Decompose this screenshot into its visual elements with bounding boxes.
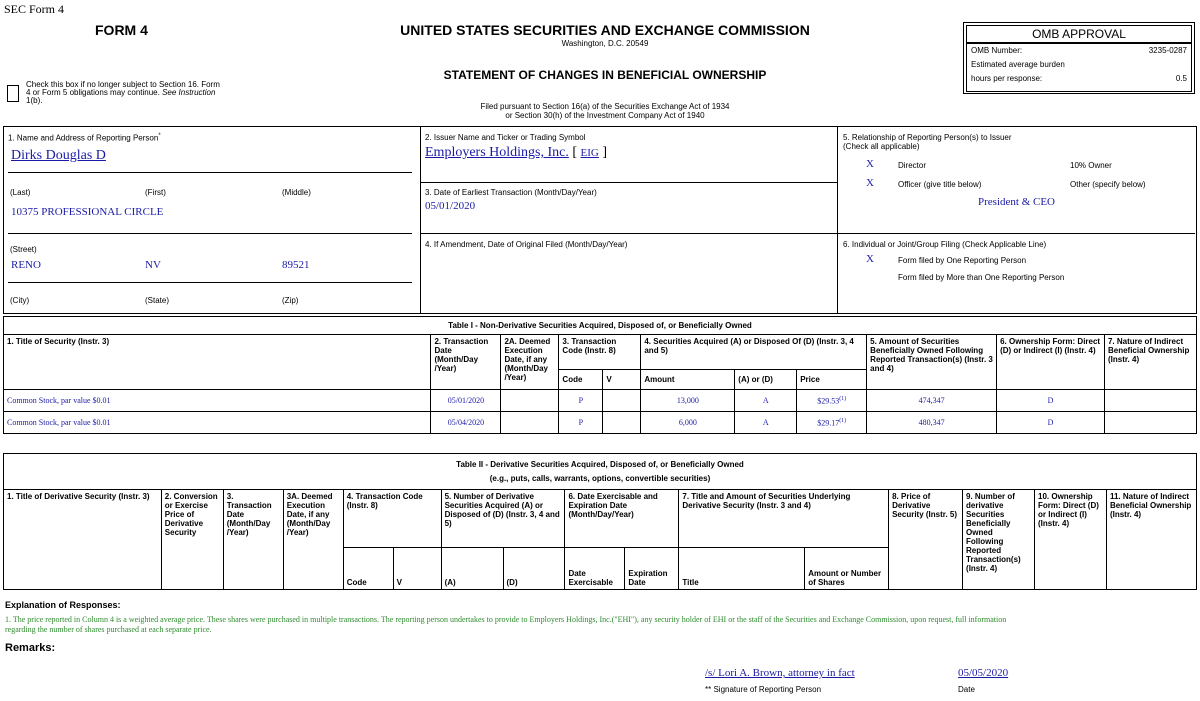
t2-h6: 6. Date Exercisable and Expiration Date (Month/Day/Year)	[565, 490, 679, 548]
zip-label: (Zip)	[282, 296, 299, 305]
price-value: $29.17	[817, 418, 840, 428]
issuer-line	[425, 145, 607, 161]
table-1	[3, 316, 1197, 434]
t1-code-header: Code	[559, 370, 603, 390]
box6-label: 6. Individual or Joint/Group Filing (Check Applicable Line)	[843, 240, 1047, 249]
t2-h5: 5. Number of Derivative Securities Acquired (A) or Disposed of (D) (Instr. 3, 4 and 5)	[441, 490, 565, 548]
box4-label: 4. If Amendment, Date of Original Filed (Month/Day/Year)	[425, 240, 628, 249]
t2-h2: 2. Conversion or Exercise Price of Derivative Security	[161, 490, 223, 590]
checkbox-text-2: 4 or Form 5 obligations may continue.	[26, 88, 160, 97]
explanation-text	[5, 615, 1195, 635]
city-label: (City)	[10, 296, 30, 305]
acquired-disposed: A	[735, 412, 797, 434]
acquired-disposed: A	[735, 390, 797, 412]
price	[797, 390, 867, 412]
t1-aord-header: (A) or (D)	[735, 370, 797, 390]
explanation-line-1: 1. The price reported in Column 4 is a weighted average price. These shares were purchased in multiple transactions. The reporting person undertakes to provide to Employers Holdings, Inc.("EHI"), any security holder of EHI or the staff of the Securities and Exchange Commission, upon request, full information	[5, 615, 1007, 624]
box5-label-2: (Check all applicable)	[843, 142, 920, 151]
t1-h7: 7. Nature of Indirect Beneficial Ownership (Instr. 4)	[1104, 335, 1196, 390]
t2-h3a: 3A. Deemed Execution Date, if any (Month/Day /Year)	[283, 490, 343, 590]
explanation-label: Explanation of Responses:	[5, 600, 121, 610]
officer-title: President & CEO	[978, 196, 1055, 208]
last-label: (Last)	[10, 188, 31, 197]
security-title: Common Stock, par value $0.01	[4, 412, 431, 434]
statement-title: STATEMENT OF CHANGES IN BENEFICIAL OWNERSHIP	[443, 68, 767, 82]
omb-details	[966, 43, 1192, 92]
t1-h1: 1. Title of Security (Instr. 3)	[4, 335, 431, 390]
table2-title-2: (e.g., puts, calls, warrants, options, convertible securities)	[489, 473, 711, 483]
director-label: Director	[898, 161, 927, 170]
signature-date[interactable]: 05/05/2020	[958, 667, 1009, 679]
t1-h4: 4. Securities Acquired (A) or Disposed Of (D) (Instr. 3, 4 and 5)	[641, 335, 867, 370]
form-title: FORM 4	[95, 22, 148, 38]
state-value: NV	[145, 259, 161, 271]
table2-title	[4, 454, 1197, 490]
filed-line-1: Filed pursuant to Section 16(a) of the Securities Exchange Act of 1934	[480, 102, 730, 111]
more-person-label: Form filed by More than One Reporting Person	[898, 273, 1065, 282]
earliest-transaction-date: 05/01/2020	[425, 200, 476, 212]
officer-label: Officer (give title below)	[898, 180, 982, 189]
transaction-code: P	[559, 390, 603, 412]
t2-h9: 9. Number of derivative Securities Beneficially Owned Following Reported Transaction(s) (Instr. 4)	[963, 490, 1035, 590]
t1-h2: 2. Transaction Date (Month/Day /Year)	[431, 335, 501, 390]
security-title: Common Stock, par value $0.01	[4, 390, 431, 412]
transaction-date: 05/04/2020	[431, 412, 501, 434]
omb-burden-label: Estimated average burden	[971, 60, 1065, 69]
t1-amount-header: Amount	[641, 370, 735, 390]
reporting-person-name[interactable]: Dirks Douglas D	[11, 148, 106, 163]
t2-date-exercisable-header: Date Exercisable	[565, 548, 625, 590]
table1-title: Table I - Non-Derivative Securities Acquired, Disposed of, or Beneficially Owned	[4, 317, 1197, 335]
box1-label-text: 1. Name and Address of Reporting Person	[8, 133, 159, 143]
officer-mark: X	[866, 177, 874, 189]
director-mark: X	[866, 158, 874, 170]
ticker-open: [	[572, 145, 578, 160]
t2-h1: 1. Title of Derivative Security (Instr. 3)	[4, 490, 162, 590]
omb-title: OMB APPROVAL	[966, 25, 1192, 43]
checkbox-instructions	[26, 81, 256, 105]
t1-h5: 5. Amount of Securities Beneficially Owned Following Reported Transaction(s) (Instr. 3 and 4)	[867, 335, 997, 390]
sec-form-label: SEC Form 4	[4, 2, 65, 16]
city-value: RENO	[11, 259, 41, 271]
box5-label-1: 5. Relationship of Reporting Person(s) to Issuer	[843, 133, 1012, 142]
omb-hours-label: hours per response:	[971, 74, 1043, 83]
signature-label: ** Signature of Reporting Person	[705, 685, 822, 694]
one-person-mark: X	[866, 253, 874, 265]
checkbox-text-3: 1(b).	[26, 96, 43, 105]
t2-amount-header: Amount or Number of Shares	[805, 548, 889, 590]
ownership-form: D	[997, 390, 1105, 412]
state-label: (State)	[145, 296, 170, 305]
other-label: Other (specify below)	[1070, 180, 1146, 189]
table-row	[4, 412, 1197, 434]
first-label: (First)	[145, 188, 166, 197]
table-2	[3, 453, 1197, 590]
box1-label	[8, 133, 161, 143]
street-address: 10375 PROFESSIONAL CIRCLE	[11, 206, 164, 218]
owner10-label: 10% Owner	[1070, 161, 1112, 170]
ticker-symbol[interactable]: EIG	[580, 147, 599, 159]
street-label: (Street)	[10, 245, 37, 254]
owned-following: 480,347	[867, 412, 997, 434]
zip-value: 89521	[282, 259, 310, 271]
explanation-line-2: regarding the number of shares purchased at each separate price.	[5, 625, 212, 634]
price-footnote: (1)	[839, 418, 847, 425]
agency-location: Washington, D.C. 20549	[561, 39, 649, 48]
amount: 13,000	[641, 390, 735, 412]
t2-h11: 11. Nature of Indirect Beneficial Ownership (Instr. 4)	[1106, 490, 1196, 590]
t2-h8: 8. Price of Derivative Security (Instr. 5)	[889, 490, 963, 590]
box5-label	[843, 133, 1012, 151]
t1-price-header: Price	[797, 370, 867, 390]
owned-following: 474,347	[867, 390, 997, 412]
table2-title-1: Table II - Derivative Securities Acquired, Disposed of, or Beneficially Owned	[456, 459, 744, 469]
t2-a-header: (A)	[441, 548, 503, 590]
price-value: $29.53	[817, 396, 840, 406]
one-person-label: Form filed by One Reporting Person	[898, 256, 1027, 265]
filed-pursuant	[380, 102, 830, 120]
agency-title: UNITED STATES SECURITIES AND EXCHANGE COMMISSION	[400, 22, 810, 38]
issuer-name[interactable]: Employers Holdings, Inc.	[425, 145, 569, 160]
t2-title-header: Title	[679, 548, 805, 590]
t2-h4: 4. Transaction Code (Instr. 8)	[343, 490, 441, 548]
t2-h7: 7. Title and Amount of Securities Underlying Derivative Security (Instr. 3 and 4)	[679, 490, 889, 548]
t1-h3: 3. Transaction Code (Instr. 8)	[559, 335, 641, 370]
t2-h3: 3. Transaction Date (Month/Day /Year)	[223, 490, 283, 590]
amount: 6,000	[641, 412, 735, 434]
t2-expiration-header: Expiration Date	[625, 548, 679, 590]
ownership-form: D	[997, 412, 1105, 434]
checkbox-text-1: Check this box if no longer subject to Section 16. Form	[26, 80, 220, 89]
t2-d-header: (D)	[503, 548, 565, 590]
table-row	[4, 390, 1197, 412]
box2-label: 2. Issuer Name and Ticker or Trading Symbol	[425, 133, 586, 142]
transaction-date: 05/01/2020	[431, 390, 501, 412]
omb-number: 3235-0287	[1148, 46, 1187, 55]
price	[797, 412, 867, 434]
date-label: Date	[958, 685, 975, 694]
box3-label: 3. Date of Earliest Transaction (Month/Day/Year)	[425, 188, 597, 197]
t1-h6: 6. Ownership Form: Direct (D) or Indirect (I) (Instr. 4)	[997, 335, 1105, 390]
signature-link[interactable]: /s/ Lori A. Brown, attorney in fact	[705, 667, 855, 679]
ticker-close: ]	[602, 145, 608, 160]
transaction-code: P	[559, 412, 603, 434]
middle-label: (Middle)	[282, 188, 311, 197]
t2-code-header: Code	[343, 548, 393, 590]
filed-line-2: or Section 30(h) of the Investment Company Act of 1940	[505, 111, 705, 120]
t2-h10: 10. Ownership Form: Direct (D) or Indirect (I) (Instr. 4)	[1035, 490, 1107, 590]
remarks-label: Remarks:	[5, 642, 56, 654]
section16-checkbox[interactable]	[7, 85, 19, 102]
omb-number-label: OMB Number:	[971, 46, 1023, 55]
checkbox-text-see: See Instruction	[162, 88, 216, 97]
t1-v-header: V	[603, 370, 641, 390]
t2-v-header: V	[393, 548, 441, 590]
omb-box	[963, 22, 1195, 94]
box1-label-star: *	[158, 133, 161, 139]
omb-hours: 0.5	[1175, 74, 1187, 83]
t1-h2a: 2A. Deemed Execution Date, if any (Month/Day /Year)	[501, 335, 559, 390]
price-footnote: (1)	[839, 396, 847, 403]
